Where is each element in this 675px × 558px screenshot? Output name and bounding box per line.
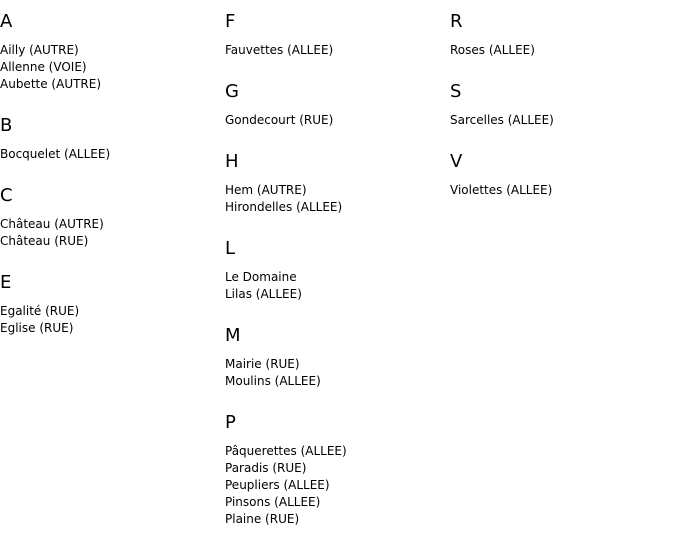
letter-heading: V [450, 151, 463, 172]
street-link[interactable]: Aubette (AUTRE) [0, 77, 102, 91]
street-link[interactable]: Eglise (RUE) [0, 321, 74, 335]
street-link[interactable]: Egalité (RUE) [0, 304, 80, 318]
street-link[interactable]: Sarcelles (ALLEE) [450, 113, 554, 127]
street-link[interactable]: Paradis (RUE) [225, 461, 307, 475]
street-link[interactable]: Pâquerettes (ALLEE) [225, 444, 347, 458]
letter-group-r [450, 11, 670, 59]
letter-group-e [0, 272, 220, 337]
letter-group-m [225, 325, 445, 390]
street-link[interactable]: Lilas (ALLEE) [225, 287, 302, 301]
street-link[interactable]: Bocquelet (ALLEE) [0, 147, 111, 161]
letter-group-h [225, 151, 445, 216]
letter-heading: R [450, 11, 463, 32]
street-link[interactable]: Ailly (AUTRE) [0, 43, 79, 57]
letter-group-p [225, 412, 445, 528]
street-link[interactable]: Moulins (ALLEE) [225, 374, 321, 388]
street-link[interactable]: Roses (ALLEE) [450, 43, 535, 57]
street-link[interactable]: Pinsons (ALLEE) [225, 495, 321, 509]
street-link[interactable]: Château (AUTRE) [0, 217, 104, 231]
letter-group-g [225, 81, 445, 129]
letter-group-l [225, 238, 445, 303]
street-link[interactable]: Hem (AUTRE) [225, 183, 307, 197]
letter-heading: B [0, 115, 13, 136]
street-index-column-1 [0, 11, 220, 359]
letter-heading: F [225, 11, 236, 32]
letter-heading: S [450, 81, 462, 102]
letter-heading: E [0, 272, 12, 293]
letter-group-f [225, 11, 445, 59]
street-link[interactable]: Fauvettes (ALLEE) [225, 43, 334, 57]
letter-heading: C [0, 185, 13, 206]
letter-heading: M [225, 325, 241, 346]
letter-heading: G [225, 81, 239, 102]
letter-group-s [450, 81, 670, 129]
letter-group-v [450, 151, 670, 199]
street-index-column-3 [450, 11, 670, 221]
street-link[interactable]: Hirondelles (ALLEE) [225, 200, 343, 214]
street-link[interactable]: Mairie (RUE) [225, 357, 300, 371]
letter-group-a [0, 11, 220, 93]
street-link[interactable]: Le Domaine [225, 270, 297, 284]
letter-heading: H [225, 151, 239, 172]
street-link[interactable]: Gondecourt (RUE) [225, 113, 334, 127]
letter-heading: A [0, 11, 13, 32]
letter-group-b [0, 115, 220, 163]
letter-group-c [0, 185, 220, 250]
street-link[interactable]: Château (RUE) [0, 234, 89, 248]
letter-heading: L [225, 238, 236, 259]
street-index-column-2 [225, 11, 445, 550]
street-link[interactable]: Plaine (RUE) [225, 512, 300, 526]
street-link[interactable]: Violettes (ALLEE) [450, 183, 553, 197]
street-link[interactable]: Allenne (VOIE) [0, 60, 87, 74]
letter-heading: P [225, 412, 236, 433]
street-link[interactable]: Peupliers (ALLEE) [225, 478, 330, 492]
